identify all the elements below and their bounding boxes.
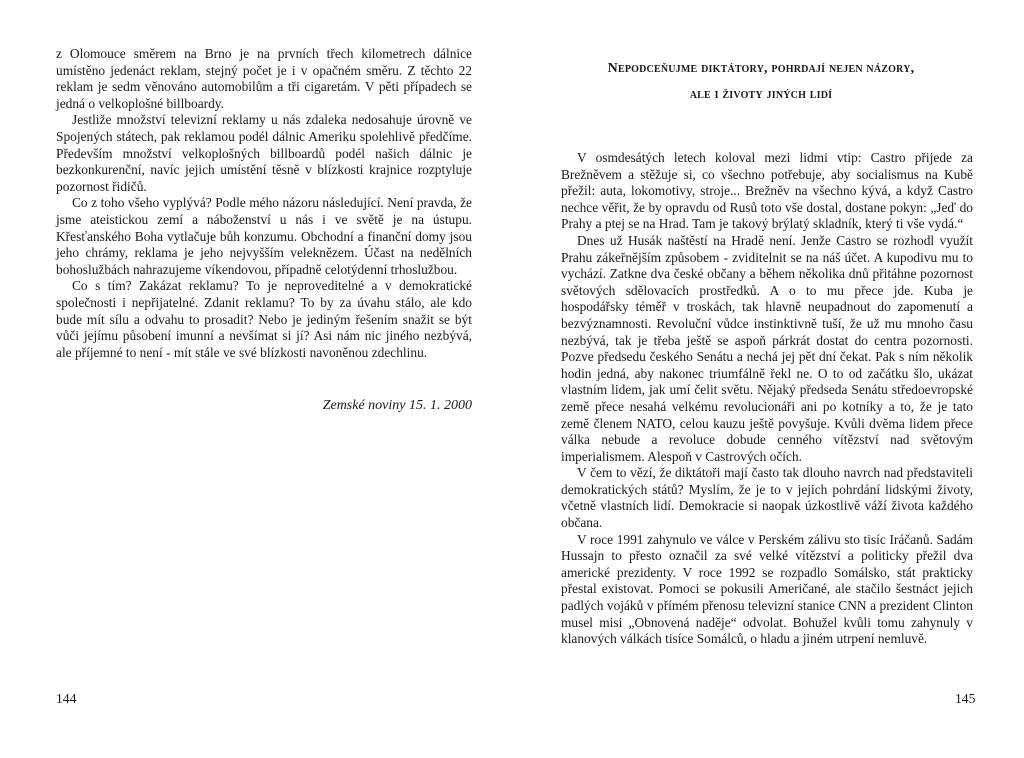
page-number-right: 145 <box>955 691 976 706</box>
article-heading-line-2: ale i životy jiných lidí <box>689 87 833 102</box>
right-paragraph-4: V roce 1991 zahynulo ve válce v Perském zálivu sto tisíc Iráčanů. Sadám Hussajn to přesto označil za své velké vítězství a politicky přežil dva americké prezidenty. V roce 1992 se rozpadlo Somálsko, stát prakticky přestal existovat. Pomoci se pokusili Američané, ale stačilo šestnáct jejich padlých vojáků v přímém přenosu televizní stanice CNN a prezident Clinton musel misi „Obnovená naděje“ odvolat. Bohužel kvůli tomu zahynuly v klanových válkách tisíce Somálců, o hladu a jiném utrpení nemluvě. <box>561 531 973 647</box>
left-page-text-column <box>56 46 472 361</box>
left-paragraph-1: z Olomouce směrem na Brno je na prvních třech kilometrech dálnice umístěno jedenáct reklam, stejný počet je i v opačném směru. Z těchto 22 reklam je sedm věnováno automobilům a tři cigaretám. V pěti případech se jedná o velkoplošné billboardy. <box>56 46 472 111</box>
page-number-left: 144 <box>56 691 77 706</box>
right-paragraph-1: V osmdesátých letech koloval mezi lidmi vtip: Castro přijede za Brežněvem a stěžuje si, co všechno potřebuje, aby socialismus na Kubě přežil: auta, lokomotivy, stroje... Brežněv na všechno kývá, a když Castro nechce věřit, že by opravdu od Rusů toto vše dostal, dostane pokyn: „Jeď do Prahy a ptej se na Hrad. Tam je takový brýlatý skladník, který ti vše vydá.“ <box>561 150 973 232</box>
left-paragraph-2: Jestliže množství televizní reklamy u nás zdaleka nedosahuje úrovně ve Spojených státech, pak reklamou podél dálnic Ameriku spolehlivě předčíme. Především množství velkoplošných billboardů podél našich dálnic je bezkonkurenční, navíc jejich umístění těsně v blízkosti krajnice rozptyluje pozornost řidičů. <box>56 112 472 194</box>
left-paragraph-3: Co z toho všeho vyplývá? Podle mého názoru následující. Není pravda, že jsme ateistickou zemí a náboženství u nás i ve světě je na ústupu. Křesťanského Boha vytlačuje bůh konzumu. Obchodní a finanční domy jsou jeho chrámy, reklama je jeho nejvyšším veleknězem. Účast na nedělních bohoslužbách nahrazujeme víkendovou, případně celotýdenní trhoslužbou. <box>56 195 472 277</box>
right-page <box>512 0 1024 758</box>
article-heading <box>546 56 976 108</box>
right-page-text-column <box>561 150 973 648</box>
right-paragraph-3: V čem to vězí, že diktátoři mají často tak dlouho navrch nad představiteli demokratických států? Myslím, že je to v jejich pohrdání lidskými životy, včetně vlastních lidí. Demokracie si naopak úzkostlivě váží života každého občana. <box>561 465 973 531</box>
right-paragraph-2: Dnes už Husák naštěstí na Hradě není. Jenže Castro se rozhodl využít Prahu zákeřnějším způsobem - zviditelnit se na náš účet. A kupodivu mu to vychází. Zatkne dva české občany a během několika dnů přitáhne pozornost světových sdělovacích prostředků. A o to mu přece jde. Kuba je hospodářsky téměř v troskách, tak hlavně neupadnout do zapomenutí a bezvýznamnosti. Revoluční vůdce instinktivně tuší, že už mu mnoho času nezbývá, tak je třeba ještě se aspoň párkrát dostat do centra pozornosti. Pozve předsedu českého Senátu a nechá jej pět dní čekat. Pak s ním několik hodin jedná, aby nakonec triumfálně řekl ne. O to od začátku šlo, ukázat vlastním lidem, jak umí čelit světu. Nějaký předseda Senátu středoevropské země přece nesahá velkému revolucionáři ani po kotníky a to, že je tato země členem NATO, celou kauzu ještě povyšuje. Kvůli dvěma lidem přece válka nebude a revoluce dobude cenného vítězství nad světovým imperialismem. Alespoň v Castrových očích. <box>561 232 973 464</box>
article-source-signature: Zemské noviny 15. 1. 2000 <box>322 398 472 413</box>
left-paragraph-4: Co s tím? Zakázat reklamu? To je neproveditelné a v demokratické společnosti i nepřijatelné. Zdanit reklamu? To by za úvahu stálo, ale kdo bude mít sílu a odvahu to prosadit? Nebo je jediným řešením snažit se být vůči jejímu působení imunní a nevšímat si jí? Asi nám nic jiného nezbývá, ale příjemné to není - mít stále ve své blízkosti navoněnou zdechlinu. <box>56 278 472 360</box>
article-heading-line-1: Nepodceňujme diktátory, pohrdají nejen názory, <box>607 61 915 76</box>
